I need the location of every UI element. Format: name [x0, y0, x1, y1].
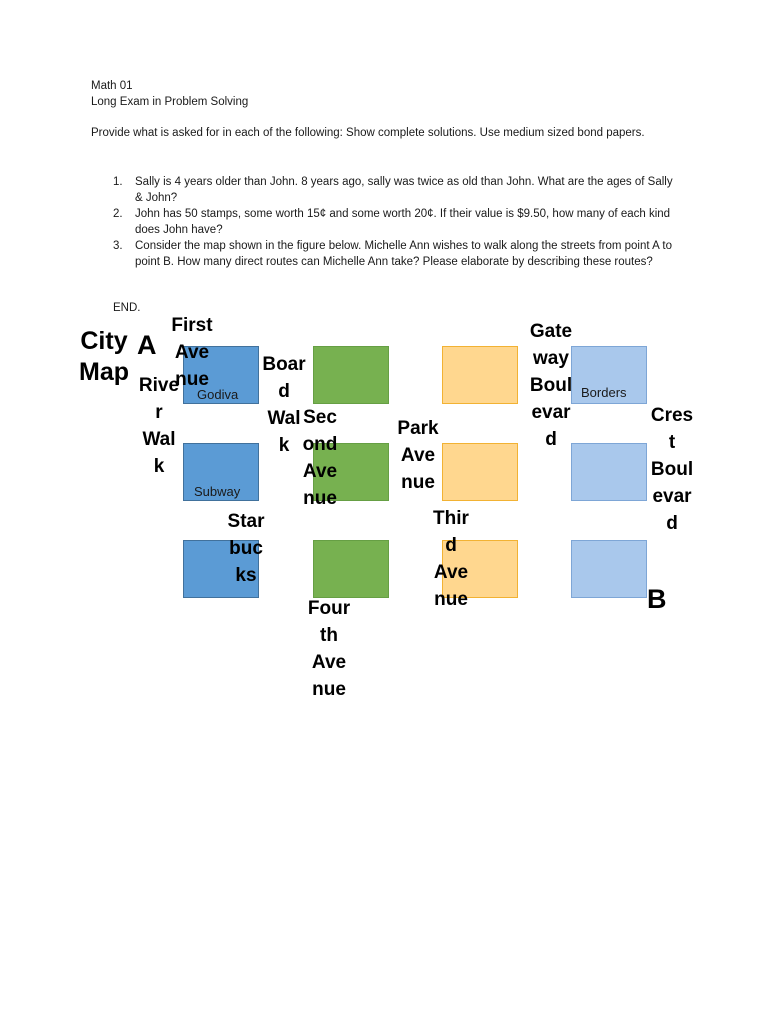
street-second-avenue: Sec ond Ave nue	[302, 407, 338, 509]
street-park-avenue: Park Ave nue	[397, 418, 439, 493]
street-fourth-avenue: Four th Ave nue	[307, 598, 351, 700]
street-board-walk: Boar d Wal k	[262, 354, 306, 456]
city-map-title: City Map	[79, 327, 129, 386]
question-text: John has 50 stamps, some worth 15¢ and some worth 20¢. If their value is $9.50, how many of each kind does John have?	[135, 208, 671, 236]
question-item	[113, 174, 683, 206]
street-gateway-boulevard: Gate way Boul evar d	[529, 321, 573, 450]
map-block	[313, 540, 389, 598]
course-title: Math 01	[91, 80, 133, 92]
street-starbucks: Star buc ks	[227, 511, 265, 586]
exam-title: Long Exam in Problem Solving	[91, 96, 249, 108]
borders-label: Borders	[581, 385, 627, 400]
question-item	[113, 206, 683, 238]
point-b: B	[647, 584, 667, 614]
question-number: 3.	[113, 240, 123, 252]
street-first-avenue: First Ave nue	[171, 315, 213, 390]
question-text: Consider the map shown in the figure below. Michelle Ann wishes to walk along the streets from point A to point B. How many direct routes can Michelle Ann take? Please elaborate by describing these routes?	[135, 240, 672, 268]
godiva-label: Godiva	[197, 387, 239, 402]
street-river-walk: Rive r Wal k	[138, 375, 180, 477]
map-block	[313, 346, 389, 404]
map-block	[442, 346, 518, 404]
street-third-avenue: Thir d Ave nue	[433, 508, 469, 610]
map-block	[442, 443, 518, 501]
question-text: Sally is 4 years older than John. 8 years ago, sally was twice as old than John. What are the ages of Sally & John?	[135, 176, 673, 204]
street-crest-boulevard: Cres t Boul evar d	[650, 405, 694, 534]
map-block	[571, 540, 647, 598]
point-a: A	[137, 330, 157, 360]
question-number: 2.	[113, 208, 123, 220]
instructions: Provide what is asked for in each of the following: Show complete solutions. Use medium sized bond papers.	[91, 127, 645, 139]
end-marker: END.	[113, 302, 141, 314]
question-item	[113, 238, 683, 270]
exam-header	[91, 78, 248, 110]
question-list	[113, 174, 683, 270]
subway-label: Subway	[194, 484, 241, 499]
question-number: 1.	[113, 176, 123, 188]
map-block	[571, 443, 647, 501]
